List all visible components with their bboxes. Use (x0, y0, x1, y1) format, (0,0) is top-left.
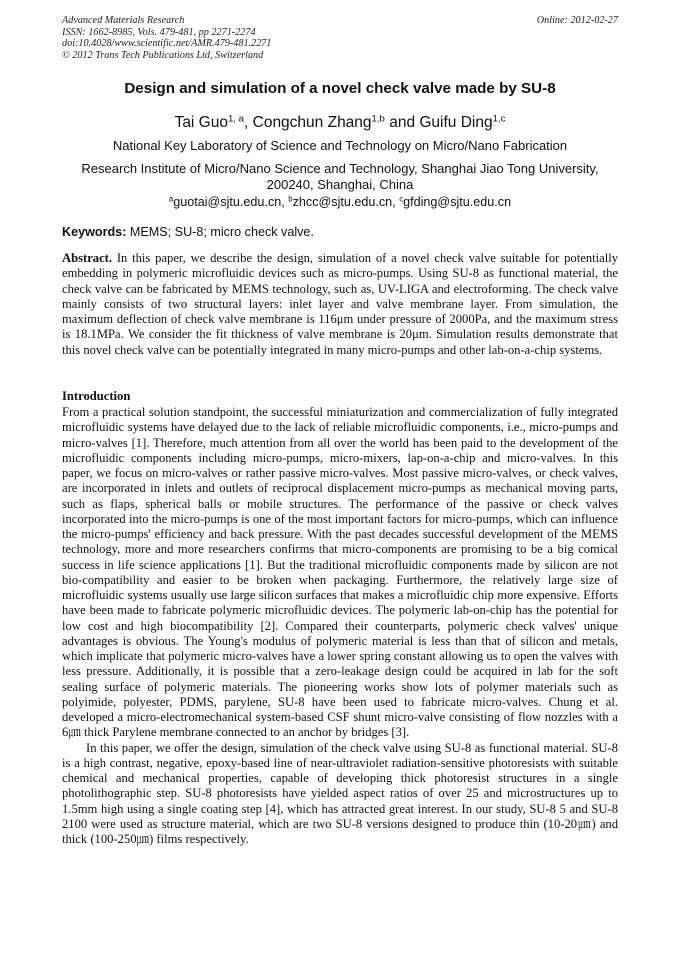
author-separator: , (244, 114, 253, 131)
online-date: Online: 2012-02-27 (536, 15, 618, 26)
introduction-body (62, 405, 618, 847)
keywords (62, 225, 618, 239)
email-address: guotai@sjtu.edu.cn, (173, 195, 289, 209)
doi-line: doi:10.4028/www.scientific.net/AMR.479-481.2271 (62, 38, 272, 50)
email-address: zhcc@sjtu.edu.cn, (292, 195, 400, 209)
author-separator: and (384, 114, 420, 131)
abstract (62, 251, 618, 358)
email-mark: b (288, 194, 293, 204)
author-name: Guifu Ding (419, 114, 493, 131)
author-affiliation-mark: 1,c (492, 113, 506, 125)
copyright-line: © 2012 Trans Tech Publications Ltd, Switzerland (62, 49, 264, 61)
email-mark: a (168, 194, 174, 204)
keywords-label: Keywords: (62, 225, 127, 239)
paper-title: Design and simulation of a novel check valve made by SU-8 (124, 80, 556, 97)
author-affiliation-mark: 1, a (227, 113, 244, 125)
email-line (62, 195, 618, 209)
section-heading: Introduction (62, 389, 131, 403)
affiliation-2: Research Institute of Micro/Nano Science and Technology, Shanghai Jiao Tong University, 200240, Shanghai, China (81, 161, 599, 192)
keywords-text: MEMS; SU-8; micro check valve. (126, 225, 314, 239)
abstract-text: In this paper, we describe the design, simulation of a novel check valve suitable for potentially embedding in polymeric microfluidic devices such as micro-pumps. Using SU-8 as functional material, the check valve can be fabricated by MEMS technology, such as, UV-LIGA and electroforming. The check valve mainly consists of two structural layers: inlet layer and valve membrane layer. From simulation, the maximum deflection of check valve membrane is 116μm under pressure of 2000Pa, and the maximum stress is 18.1MPa. We consider the fit thickness of valve membrane is 20μm. Simulation results demonstrate that this novel check valve can be potentially integrated in many micro-pumps and other lab-on-a-chip systems. (62, 251, 618, 357)
author-line (62, 114, 618, 132)
author-name: Congchun Zhang (252, 114, 372, 131)
abstract-label: Abstract. (62, 251, 113, 265)
paragraph: In this paper, we offer the design, simulation of the check valve using SU-8 as functional material. SU-8 is a high contrast, negative, epoxy-based line of near-ultraviolet radiation-sensitive photoresists with suitable chemical and mechanical properties, capable of developing thick photoresist structures in a single photolithographic step. SU-8 photoresists have yielded aspect ratios of over 25 and microstructures up to 1.5mm high using a single coating step [4], which has attracted great interest. In our study, SU-8 5 and SU-8 2100 were used as structure material, which are two SU-8 versions designed to produce thin (10-20㎛) and thick (100-250㎛) films respectively. (62, 740, 618, 846)
author-name: Tai Guo (174, 114, 228, 131)
paragraph: From a practical solution standpoint, the successful miniaturization and commercialization of fully integrated microfluidic systems have delayed due to the lack of reliable microfluidic components, i.e., micro-pumps and micro-valves [1]. Therefore, much attention from all over the world has been paid to the development of the microfluidic components including micro-pumps, micro-mixers, lap-on-a-chip and micro-valves. In this paper, we focus on micro-valves or rather passive micro-valves. Most passive micro-valves, or check valves, are incorporated in inlets and outlets of reciprocal displacement micro-pumps as mechanical moving parts, such as flaps, spherical balls or mobile structures. The performance of the passive or check valves incorporated into the micro-pumps is one of the most important factors for micro-pumps, which can influence the micro-pumps' efficiency and back pressure. With the past decades successful development of the MEMS technology, more and more researchers confirms that micro-components are promising to be a big comical success in life science applications [1]. But the traditional microfluidic components made by silicon are not bio-compatibility and easier to be broken when packaging. Furthermore, the relatively large size of microfluidic systems usually use large silicon surfaces that makes a microfluidic chip more expensive. Efforts have been made to fabricate polymeric microfluidic devices. The polymeric lab-on-chip has the potential for low cost and high biocompatibility [2]. Compared their counterparts, polymeric check valves' unique advantages is obvious. The Young's modulus of polymeric material is less than that of silicon and metals, which implicate that polymeric micro-valves have a lower spring constant allowing us to open the valves with less pressure. Additionally, it is possible that a zero-leakage design could be acquired in lab for the soft sealing surface of polymeric materials. The pioneering works show lots of polymer materials such as polyimide, polyester, PDMS, parylene, SU-8 have been used to fabricate micro-valves. Chung et al. developed a micro-electromechanical system-based CSF shunt micro-valve consisting of flow nozzles with a 6㎛ thick Parylene membrane connected to an anchor by bridges [3]. (62, 405, 618, 740)
issn-line: ISSN: 1662-8985, Vols. 479-481, pp 2271-2274 (62, 26, 256, 38)
journal-header (62, 15, 618, 61)
email-address: gfding@sjtu.edu.cn (403, 195, 512, 209)
journal-name: Advanced Materials Research (62, 15, 185, 26)
author-affiliation-mark: 1,b (371, 113, 385, 125)
email-mark: c (399, 194, 404, 204)
affiliation-1: National Key Laboratory of Science and Technology on Micro/Nano Fabrication (112, 138, 568, 153)
